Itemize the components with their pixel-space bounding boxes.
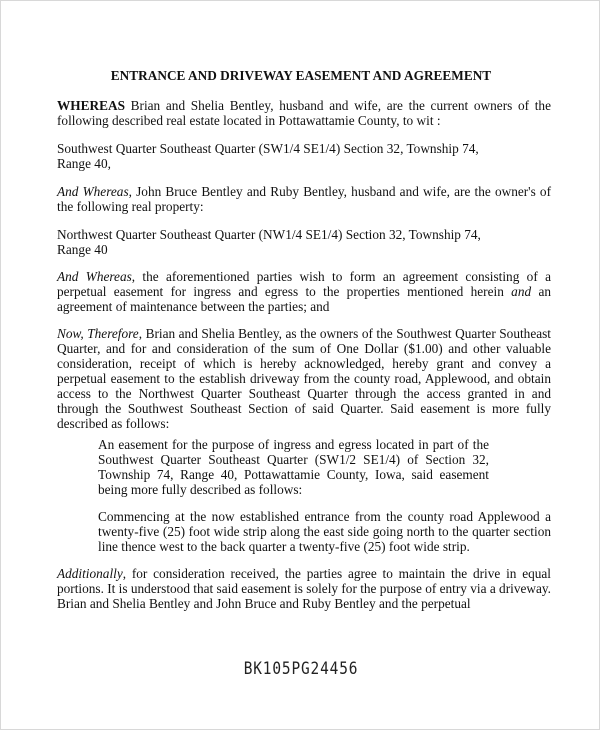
legal-nw-line2: Range 40 xyxy=(57,242,108,257)
paragraph-and-whereas-agreement xyxy=(57,269,551,314)
paragraph-and-whereas-owners xyxy=(57,184,551,214)
commencing-text: Commencing at the now established entrance from the county road Applewood a twenty-five (25) foot wide strip along the east side going north to the quarter section line thence west to the back quarter a twenty-five (25) foot wide strip. xyxy=(98,509,551,554)
whereas-lead: WHEREAS xyxy=(57,98,125,113)
paragraph-easement-description xyxy=(98,437,489,497)
legal-description-nw xyxy=(57,227,551,257)
and-whereas-lead-2: And Whereas xyxy=(57,269,132,284)
document-title: ENTRANCE AND DRIVEWAY EASEMENT AND AGREEMENT xyxy=(110,68,492,83)
now-therefore-text: , Brian and Shelia Bentley, as the owners of the Southwest Quarter Southeast Quarter, and for and consideration of the sum of One Dollar ($1.00) and other valuable consideration, receipt of which is hereby acknowledged, hereby grant and convey a perpetual easement to the establish driveway from the county road, Applewood, and obtain access to the Northwest Quarter Southeast Quarter through the access granted in and through the Southwest Southeast Section of said Quarter. Said easement is more fully described as follows: xyxy=(57,326,551,431)
and-whereas-lead: And Whereas xyxy=(57,184,129,199)
legal-description-sw xyxy=(57,141,551,171)
paragraph-commencing xyxy=(98,509,551,554)
legal-nw-line1: Northwest Quarter Southeast Quarter (NW1/4 SE1/4) Section 32, Township 74, xyxy=(57,227,481,242)
additionally-text: , for consideration received, the parties agree to maintain the drive in equal portions. It is understood that said easement is solely for the purpose of entry via a driveway. Brian and Shelia Bentley and John Bruce and Ruby Bentley and the perpetual xyxy=(57,566,551,611)
agreement-emphasis: and xyxy=(511,284,532,299)
paragraph-whereas xyxy=(57,98,551,128)
agreement-text-a: , the aforementioned parties wish to form an agreement consisting of a perpetual easement for ingress and egress to the properties mentioned herein xyxy=(57,269,551,299)
agreement-text-b: an agreement of maintenance between the parties; and xyxy=(57,284,551,314)
easement-description-text: An easement for the purpose of ingress and egress located in part of the Southwest Quarter Southeast Quarter (SW1/2 SE1/4) of Section 32, Township 74, Range 40, Pottawattamie County, Iowa, said easement being more fully described as follows: xyxy=(98,437,489,497)
paragraph-now-therefore xyxy=(57,326,551,431)
legal-sw-line1: Southwest Quarter Southeast Quarter (SW1/4 SE1/4) Section 32, Township 74, xyxy=(57,141,479,156)
book-page-stamp: BK105PG24456 xyxy=(243,659,359,679)
whereas-text: Brian and Shelia Bentley, husband and wife, are the current owners of the following described real estate located in Pottawattamie County, to wit : xyxy=(57,98,551,128)
paragraph-additionally xyxy=(57,566,551,611)
and-whereas-text: , John Bruce Bentley and Ruby Bentley, husband and wife, are the owner's of the following real property: xyxy=(57,184,551,214)
additionally-lead: Additionally xyxy=(57,566,123,581)
legal-sw-line2: Range 40, xyxy=(57,156,111,171)
now-therefore-lead: Now, Therefore xyxy=(57,326,139,341)
